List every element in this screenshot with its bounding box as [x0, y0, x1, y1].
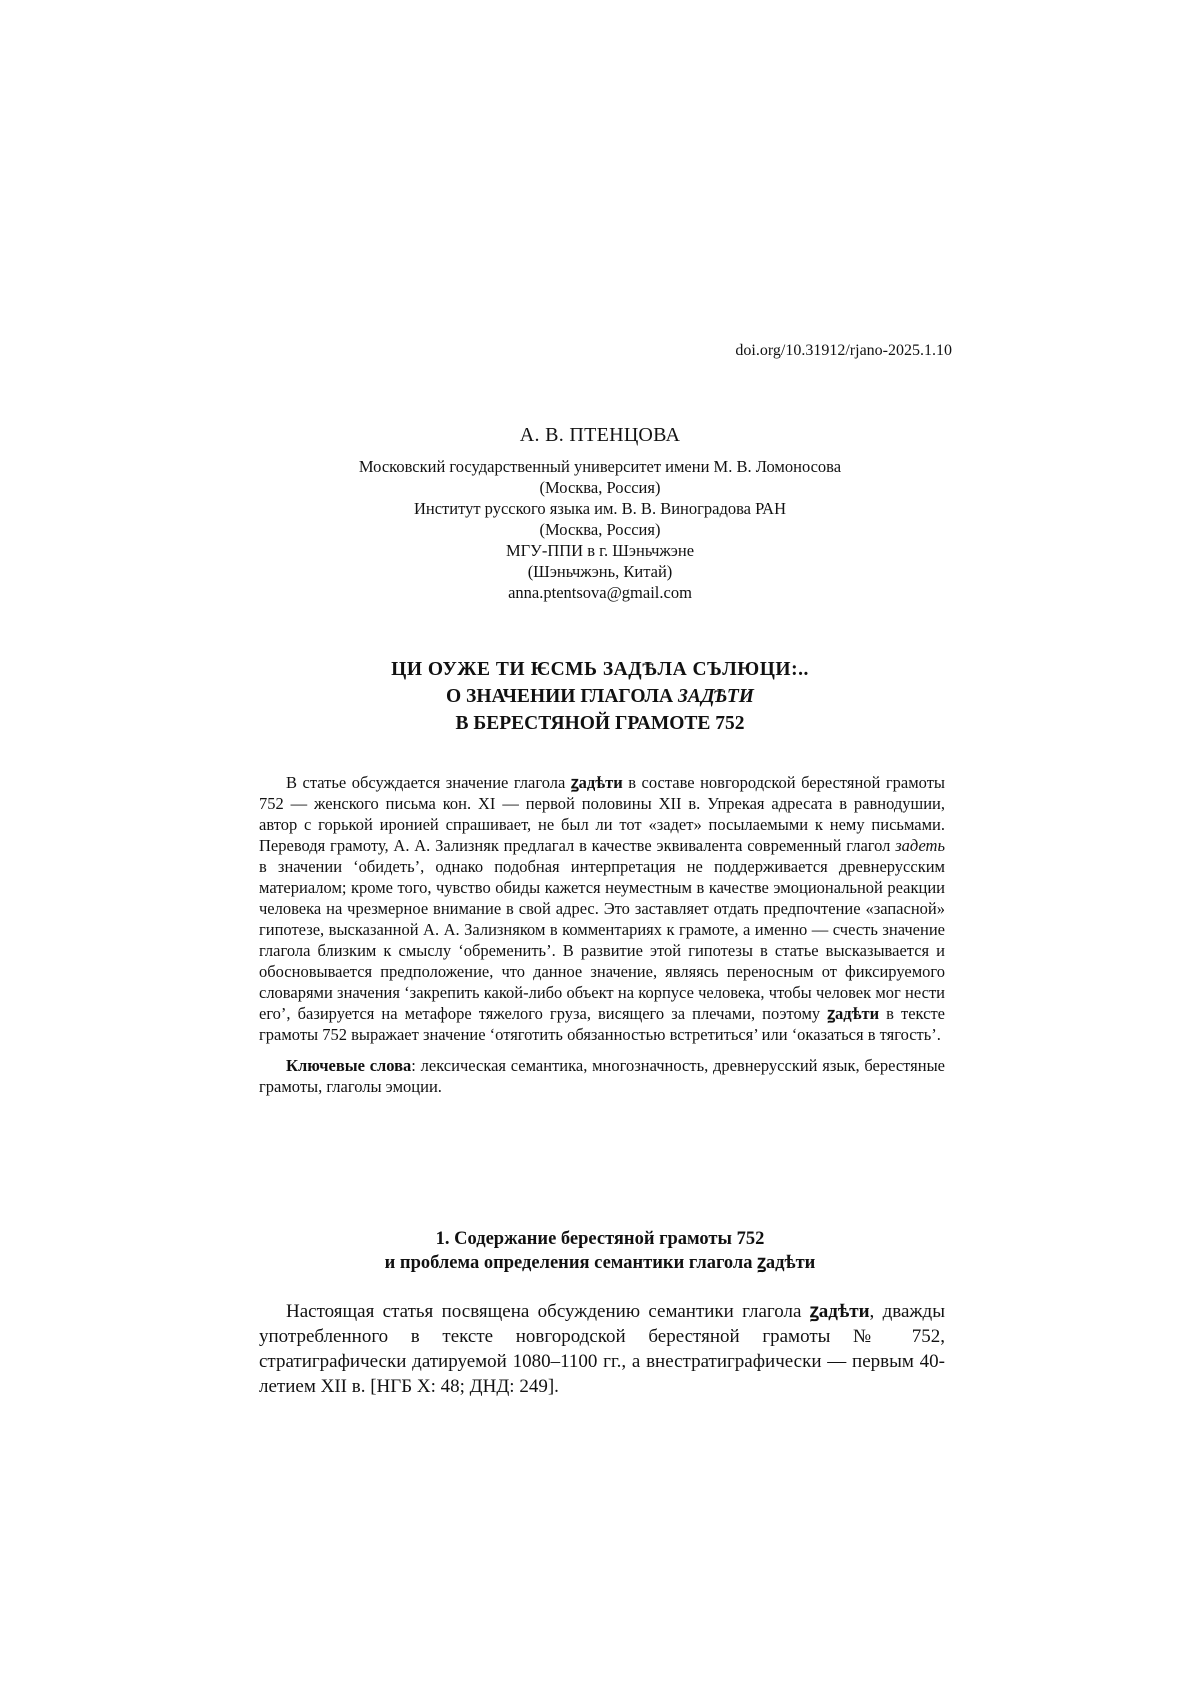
abstract-text-part: в составе новгородской берестяной грамоты 752 — женского письма кон. XI — первой половины XII в. Упрекая адресата в равнодушии, автор с горькой иронией спрашивает, не был ли тот «задет» посылаемыми к нему письмами. Переводя грамоту, А. А. Зализняк предлагал в качестве эквивалента современный глагол	[259, 773, 946, 855]
doi-link[interactable]: doi.org/10.31912/rjano-2025.1.10	[735, 342, 952, 359]
body-text-part: , дважды употребленного в тексте новгородской берестяной грамоты № 752, стратиграфически датируемой 1080–1100 гг., а внестратиграфически — первым 40-летием XII в. [НГБ X: 48; ДНД: 249].	[259, 1301, 945, 1397]
body-text-part: Настоящая статья посвящена обсуждению семантики глагола	[286, 1301, 810, 1322]
keywords-list: : лексическая семантика, многозначность, древнерусский язык, берестяные грамоты, глаголы эмоции.	[259, 1056, 945, 1096]
body-paragraph	[259, 1299, 945, 1399]
title-line-3: В БЕРЕСТЯНОЙ ГРАМОТЕ 752	[455, 713, 745, 734]
article-title	[0, 656, 1200, 737]
abstract-text-part: В статье обсуждается значение глагола	[286, 773, 571, 792]
section-heading-line-2	[0, 1251, 1200, 1275]
section-heading	[0, 1227, 1200, 1275]
abstract-italic-word: задеть	[895, 836, 945, 855]
affiliation-line: Институт русского языка им. В. В. Виноградова РАН	[413, 499, 787, 518]
abstract-text-part: в тексте грамоты 752 выражает значение ‘отяготить обязанностью встретиться’ или ‘оказаться в тягость’.	[259, 1004, 945, 1044]
affiliation-line: (Москва, Россия)	[539, 478, 661, 497]
affiliations	[0, 456, 1200, 603]
author-email[interactable]: anna.ptentsova@gmail.com	[508, 583, 692, 602]
affiliation-line: МГУ-ППИ в г. Шэньчжэне	[505, 541, 695, 560]
body-word: ꙁадѣти	[809, 1301, 870, 1322]
section-heading-line-1: 1. Содержание берестяной грамоты 752	[435, 1229, 765, 1249]
title-verb: ЗАДѢТИ	[678, 686, 754, 707]
title-line-1: ЦИ ОУЖЕ ТИ ѤСМЬ ЗАДѢЛА СЪЛЮЦИ:..	[391, 659, 809, 680]
affiliation-line: (Шэньчжэнь, Китай)	[527, 562, 673, 581]
keywords-label: Ключевые слова	[286, 1056, 412, 1075]
title-line-2	[0, 683, 1200, 710]
affiliation-line: Московский государственный университет имени М. В. Ломоносова	[358, 457, 842, 476]
title-line-2-text: О ЗНАЧЕНИИ ГЛАГОЛА	[446, 686, 679, 707]
abstract-word: ꙁадѣти	[570, 773, 623, 792]
section-heading-text: и проблема определения семантики глагола	[384, 1253, 758, 1273]
author-name: А. В. ПТЕНЦОВА	[519, 424, 681, 446]
keywords	[259, 1055, 945, 1097]
abstract-word: ꙁадѣти	[827, 1004, 880, 1023]
abstract-text-part: в значении ‘обидеть’, однако подобная интерпретация не поддерживается древнерусским материалом; кроме того, чувство обиды кажется неуместным в качестве эмоциональной реакции человека на чрезмерное внимание в свой адрес. Это заставляет отдать предпочтение «запасной» гипотезе, высказанной А. А. Зализняком в комментариях к грамоте, а именно — счесть значение глагола близким к смыслу ‘обременить’. В развитие этой гипотезы в статье высказывается и обосновывается предположение, что данное значение, являясь переносным от фиксируемого словарями значения ‘закрепить какой-либо объект на корпусе человека, чтобы человек мог нести его’, базируется на метафоре тяжелого груза, висящего за плечами, поэтому	[259, 857, 945, 1023]
affiliation-line: (Москва, Россия)	[539, 520, 661, 539]
body-text	[259, 1299, 945, 1399]
abstract	[259, 772, 945, 1097]
abstract-text	[259, 772, 945, 1045]
section-heading-word: ꙁадѣти	[757, 1253, 816, 1273]
